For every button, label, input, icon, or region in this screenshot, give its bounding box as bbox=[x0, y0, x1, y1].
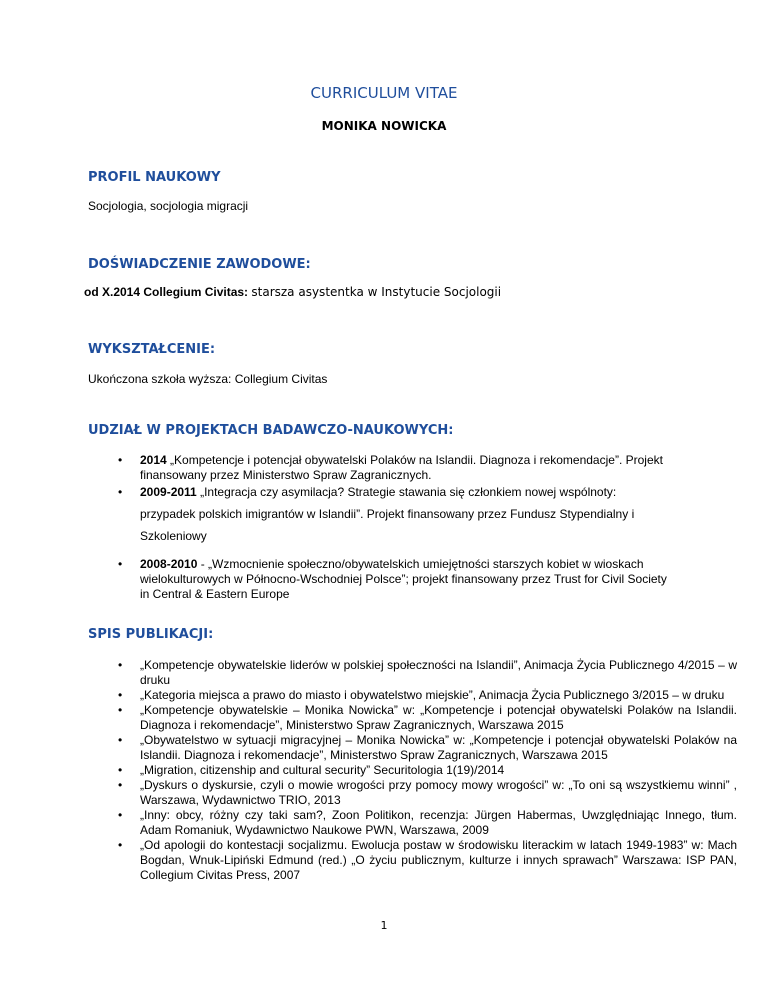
publication-item: • „Kompetencje obywatelskie – Monika Nowicka” w: „Kompetencje i potencjał obywatelski Polaków na Islandii. Diagnoza i rekomendacje”, Ministerstwo Spraw Zagranicznych, Warszawa 2015 bbox=[0, 703, 737, 733]
publication-item: • „Kategoria miejsca a prawo do miasto i obywatelstwo miejskie”, Animacja Życia Publicznego 3/2015 – w druku bbox=[0, 688, 737, 703]
project-item bbox=[0, 453, 670, 483]
publications-heading: SPIS PUBLIKACJI: bbox=[88, 627, 214, 642]
publication-item: • „Inny: obcy, różny czy taki sam?, Zoon Politikon, recenzja: Jürgen Habermas, Uwzględniając Innego, tłum. Adam Romaniuk, Wydawnictwo Naukowe PWN, Warszawa, 2009 bbox=[0, 808, 737, 838]
education-heading: WYKSZTAŁCENIE: bbox=[88, 342, 216, 357]
project-year: 2009-2011 bbox=[140, 485, 197, 499]
experience-heading: DOŚWIADCZENIE ZAWODOWE: bbox=[88, 257, 311, 272]
project-text: - „Wzmocnienie społeczno/obywatelskich umiejętności starszych kobiet w wioskach wielokulturowych w Północno-Wschodniej Polsce”; projekt finansowany przez Trust for Civil Society in Central & Eastern Europe bbox=[140, 557, 667, 601]
experience-entry bbox=[84, 285, 501, 299]
education-text: Ukończona szkoła wyższa: Collegium Civitas bbox=[88, 372, 328, 386]
publication-item: • „Od apologii do kontestacji socjalizmu. Ewolucja postaw w środowisku literackim w latach 1949-1983” w: Mach Bogdan, Wnuk-Lipiński Edmund (red.) „O życiu publicznym, kulturze i innych sprawach” Warszawa: ISP PAN, Collegium Civitas Press, 2007 bbox=[0, 838, 737, 883]
project-text: „Integracja czy asymilacja? Strategie stawania się członkiem nowej wspólnoty: przypadek polskich imigrantów w Islandii”. Projekt finansowany przez Fundusz Stypendialny i Szkoleniowy bbox=[140, 485, 635, 543]
project-item bbox=[0, 557, 670, 602]
project-item bbox=[0, 481, 670, 547]
publication-item: • „Obywatelstwo w sytuacji migracyjnej – Monika Nowicka” w: „Kompetencje i potencjał obywatelski Polaków na Islandii. Diagnoza i rekomendacje”, Ministerstwo Spraw Zagranicznych, Warszawa 2015 bbox=[0, 733, 737, 763]
publication-item: • „Kompetencje obywatelskie liderów w polskiej społeczności na Islandii”, Animacja Życia Publicznego 4/2015 – w druku bbox=[0, 658, 737, 688]
publications-list bbox=[0, 658, 737, 883]
publication-item: • „Dyskurs o dyskursie, czyli o mowie wrogości przy pomocy mowy wrogości” w: „To oni są wszystkiemu winni” , Warszawa, Wydawnictwo TRIO, 2013 bbox=[0, 778, 737, 808]
person-name: MONIKA NOWICKA bbox=[321, 119, 447, 133]
project-text: „Kompetencje i potencjał obywatelski Polaków na Islandii. Diagnoza i rekomendacje”. Projekt finansowany przez Ministerstwo Spraw Zagranicznych. bbox=[140, 453, 663, 482]
publication-item: • „Migration, citizenship and cultural security” Securitologia 1(19)/2014 bbox=[0, 763, 737, 778]
experience-lead: od X.2014 Collegium Civitas: bbox=[84, 285, 249, 299]
project-year: 2014 bbox=[140, 453, 167, 467]
project-year: 2008-2010 bbox=[140, 557, 198, 571]
experience-text: starsza asystentka w Instytucie Socjologii bbox=[251, 285, 502, 299]
projects-list bbox=[0, 453, 670, 602]
document-title: CURRICULUM VITAE bbox=[310, 84, 458, 102]
page-number: 1 bbox=[380, 919, 388, 932]
profile-heading: PROFIL NAUKOWY bbox=[88, 170, 221, 185]
projects-heading: UDZIAŁ W PROJEKTACH BADAWCZO-NAUKOWYCH: bbox=[88, 423, 454, 438]
profile-text: Socjologia, socjologia migracji bbox=[88, 199, 249, 213]
